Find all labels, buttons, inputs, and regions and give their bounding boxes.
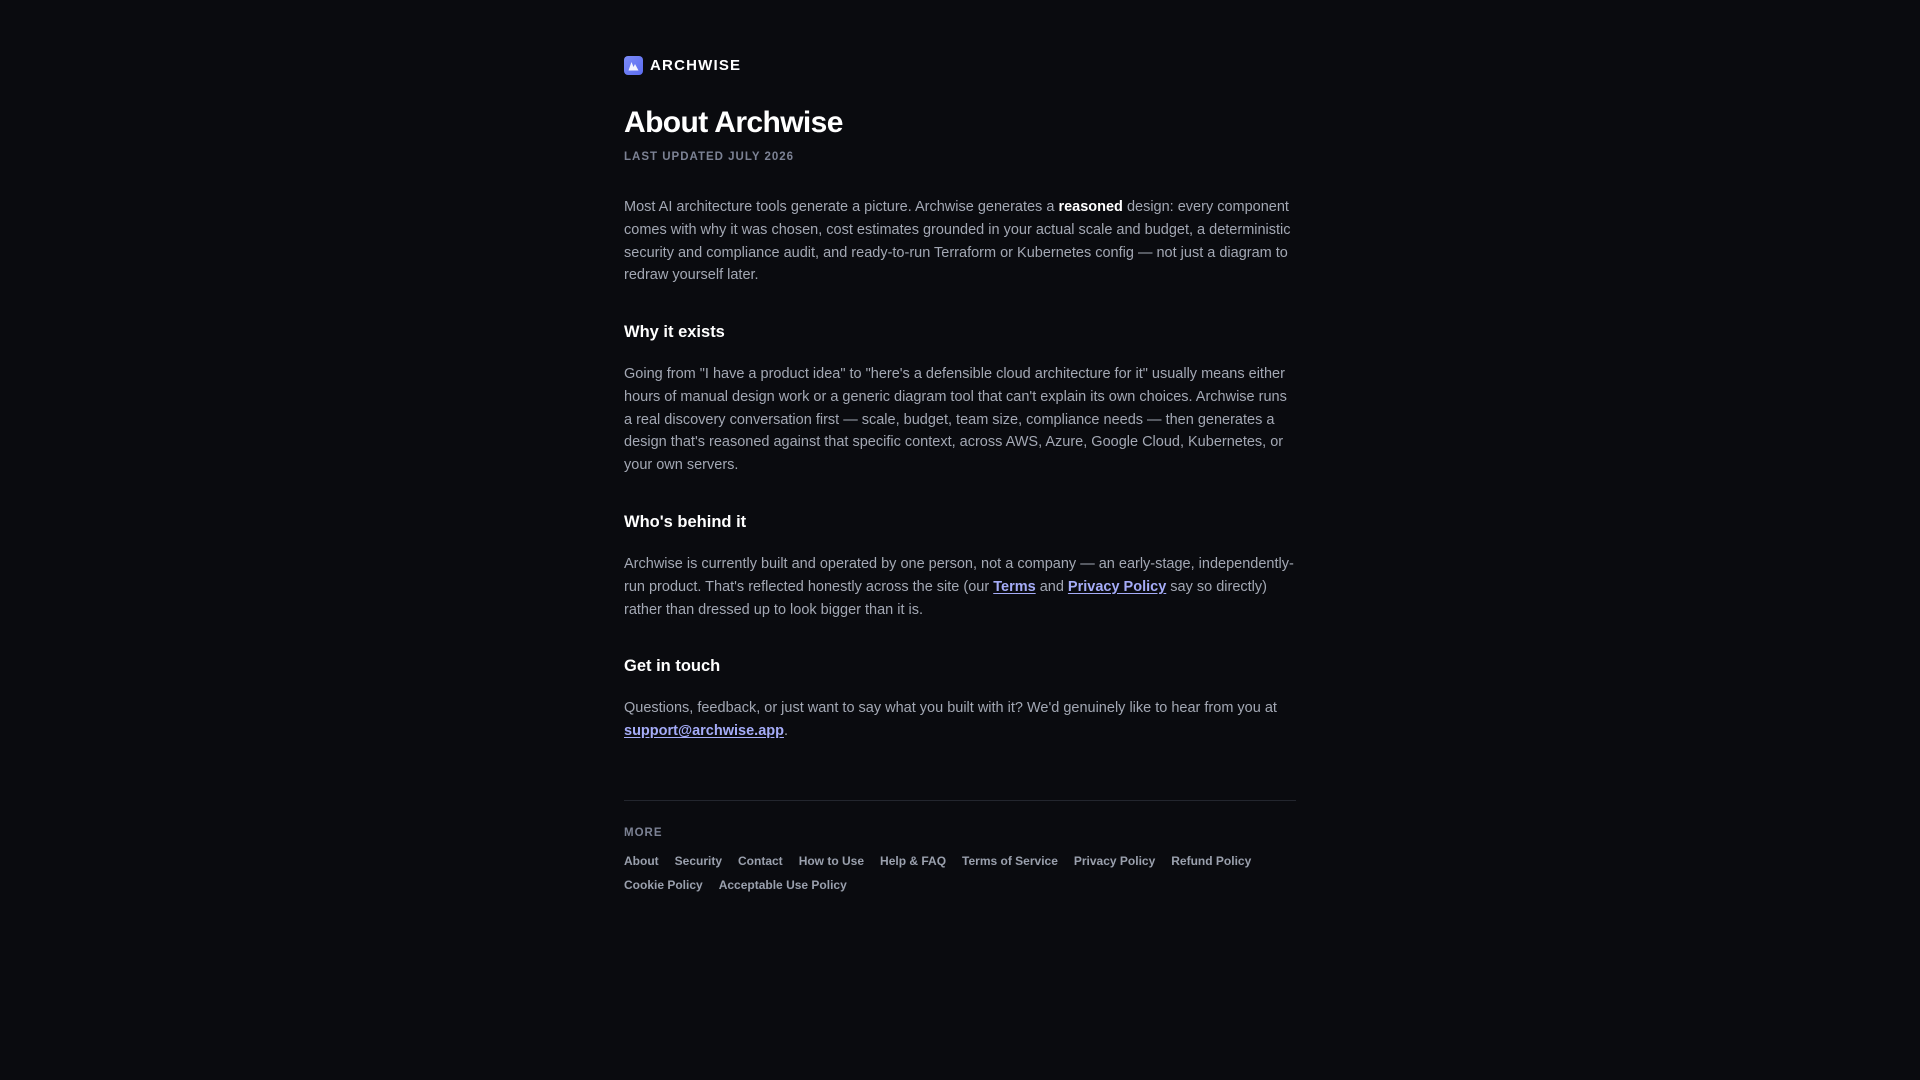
footer-link-terms-of-service[interactable]: Terms of Service [962,854,1058,868]
support-email-link[interactable]: support@archwise.app [624,722,784,739]
who-and-text: and [1035,578,1068,595]
intro-text-rest: design: every component comes with why it was chosen, cost estimates grounded in your actual scale and budget, a deterministic security and compliance audit, and ready-to-run Terraform or Kubernetes config — not just a diagram to redraw yourself later. [624,199,1291,284]
intro-text: Most AI architecture tools generate a picture. Archwise generates a [624,199,1059,215]
intro-paragraph [624,196,1296,287]
page-title: About Archwise [624,106,843,139]
footer-more-label: MORE [624,827,663,839]
intro-emphasis: reasoned [1058,199,1123,215]
footer-link-acceptable-use-policy[interactable]: Acceptable Use Policy [718,878,847,892]
footer-link-about[interactable]: About [624,854,659,868]
contact-text-end: . [783,722,789,739]
footer-link-help-faq[interactable]: Help & FAQ [880,854,947,868]
footer-link-cookie-policy[interactable]: Cookie Policy [624,878,703,892]
last-updated: LAST UPDATED JULY 2026 [624,151,795,163]
who-paragraph [624,553,1296,621]
heading-get-in-touch: Get in touch [624,657,721,675]
archwise-logo-icon [624,56,643,75]
footer-link-privacy-policy[interactable]: Privacy Policy [1073,854,1156,868]
contact-text: Questions, feedback, or just want to say what you built with it? We'd genuinely like to hear from you at [624,700,1277,716]
footer-link-security[interactable]: Security [674,854,723,868]
footer-links-row-1 [624,854,1296,868]
footer-link-contact[interactable]: Contact [738,854,783,868]
privacy-policy-link[interactable]: Privacy Policy [1067,578,1167,595]
who-text: Archwise is currently built and operated by one person, not a company — an early-stage, independently-run product. That's reflected honestly across the site (our [624,556,1294,595]
footer-link-refund-policy[interactable]: Refund Policy [1171,854,1252,868]
footer-link-how-to-use[interactable]: How to Use [798,854,865,868]
terms-link[interactable]: Terms [993,578,1036,595]
heading-whos-behind-it: Who's behind it [624,513,747,531]
who-text-rest: say so directly) rather than dressed up to look bigger than it is. [624,578,1267,618]
why-paragraph: Going from "I have a product idea" to "here's a defensible cloud architecture for it" usually means either hours of manual design work or a generic diagram tool that can't explain its own choices. Archwise runs a real discovery conversation first — scale, budget, team size, compliance needs — then generates a design that's reasoned against that specific context, across AWS, Azure, Google Cloud, Kubernetes, or your own servers. [624,366,1287,474]
brand-name: ARCHWISE [650,57,742,74]
footer-divider [624,800,1296,801]
footer-links-row-2 [624,878,1296,892]
heading-why-it-exists: Why it exists [624,323,725,341]
brand[interactable] [624,56,741,75]
contact-paragraph [624,697,1296,743]
